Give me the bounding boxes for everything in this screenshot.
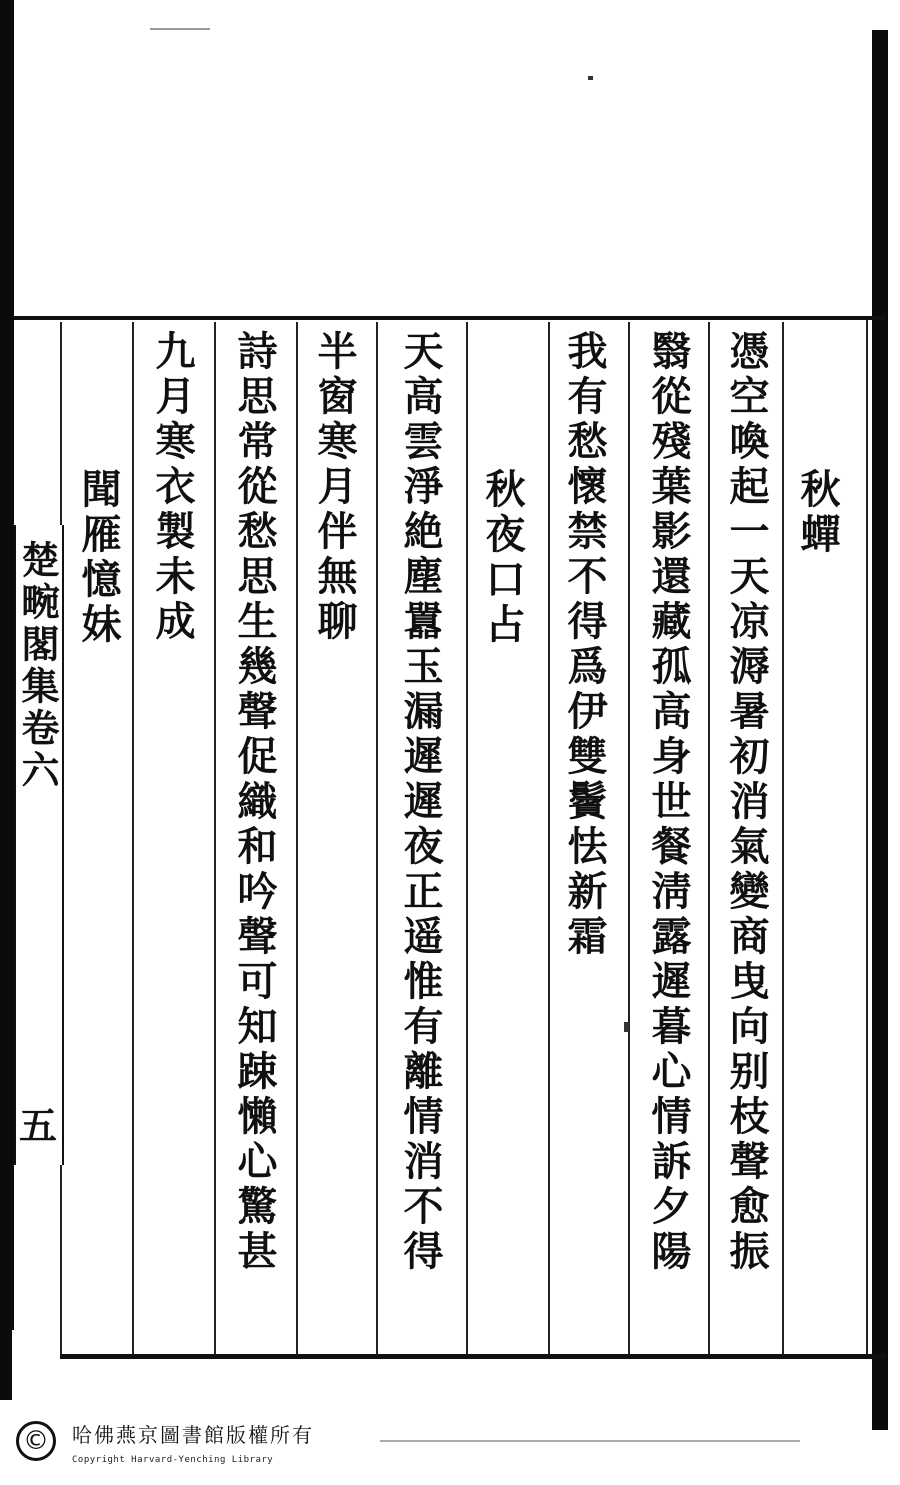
poem-line: 九月寒衣製未成 xyxy=(149,330,196,645)
copyright-watermark xyxy=(10,1415,314,1477)
poem-title: 秋蟬 xyxy=(794,468,841,558)
poem-line: 天高雲淨絶塵囂玉漏遲遲夜正遥惟有離情消不得 xyxy=(397,330,444,1275)
column-divider xyxy=(628,322,630,1354)
left-border-bar xyxy=(0,0,14,1330)
scan-speck xyxy=(588,76,593,80)
copyright-english: Copyright Harvard-Yenching Library xyxy=(72,1455,274,1465)
right-border-bar xyxy=(872,30,888,1430)
column-divider xyxy=(296,322,298,1354)
scan-speck xyxy=(624,1022,629,1032)
spine-title: 楚畹閣集卷六 xyxy=(15,540,60,792)
poem-title: 秋夜口占 xyxy=(479,468,526,648)
column-divider xyxy=(548,322,550,1354)
scan-speck xyxy=(150,28,210,30)
poem-line: 我有愁懷禁不得爲伊雙鬢怯新霜 xyxy=(561,330,608,960)
copyright-icon: © xyxy=(16,1421,56,1461)
poem-line: 翳從殘葉影還藏孤高身世餐淸露遲暮心情訴夕陽 xyxy=(645,330,692,1275)
column-divider xyxy=(132,322,134,1354)
column-divider xyxy=(466,322,468,1354)
spine-page-number: 五 xyxy=(18,1103,57,1148)
bottom-frame-line xyxy=(60,1354,886,1359)
column-divider xyxy=(214,322,216,1354)
scan-speck xyxy=(380,1440,800,1442)
column-divider xyxy=(866,320,868,1354)
poem-title: 聞雁憶妹 xyxy=(75,468,122,648)
poem-line: 詩思常從愁思生幾聲促織和吟聲可知踈懶心驚甚 xyxy=(231,330,278,1275)
poem-line: 半窗寒月伴無聊 xyxy=(311,330,358,645)
column-divider xyxy=(376,322,378,1354)
copyright-chinese: 哈佛燕京圖書館版權所有 xyxy=(72,1423,314,1447)
poem-line: 憑空喚起一天凉溽暑初消氣變商曳向别枝聲愈振 xyxy=(723,330,770,1275)
left-border-bar-lower xyxy=(0,1160,12,1400)
top-frame-line xyxy=(14,316,886,320)
column-divider xyxy=(782,322,784,1354)
column-divider xyxy=(708,322,710,1354)
